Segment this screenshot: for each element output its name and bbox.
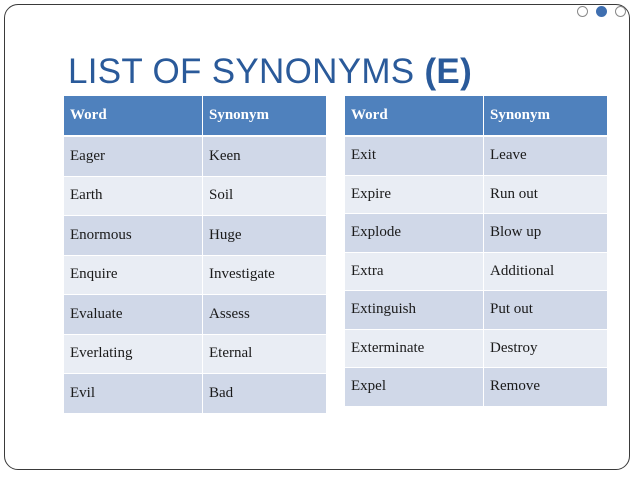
- table-row: [345, 253, 607, 292]
- word-cell: Everlating: [64, 335, 202, 375]
- word-cell: Enormous: [64, 216, 202, 256]
- synonym-cell: Eternal: [202, 335, 326, 375]
- synonym-cell: Put out: [483, 291, 607, 330]
- table-row: [64, 177, 326, 217]
- synonym-cell: Blow up: [483, 214, 607, 253]
- synonym-cell: Additional: [483, 253, 607, 292]
- header-row: [64, 96, 326, 137]
- synonym-cell: Soil: [202, 177, 326, 217]
- word-cell: Earth: [64, 177, 202, 217]
- table-row: [64, 295, 326, 335]
- synonym-cell: Remove: [483, 368, 607, 407]
- word-cell: Eager: [64, 137, 202, 177]
- synonyms-table-left: [64, 96, 326, 414]
- synonym-cell: Keen: [202, 137, 326, 177]
- header-word: Word: [64, 96, 202, 137]
- synonym-cell: Leave: [483, 137, 607, 176]
- table-row: [64, 216, 326, 256]
- synonym-cell: Bad: [202, 374, 326, 414]
- synonym-cell: Investigate: [202, 256, 326, 296]
- synonym-cell: Assess: [202, 295, 326, 335]
- table-row: [345, 330, 607, 369]
- header-row: [345, 96, 607, 137]
- header-synonym: Synonym: [202, 96, 326, 137]
- word-cell: Extra: [345, 253, 483, 292]
- table-row: [64, 374, 326, 414]
- synonyms-table-right: [345, 96, 607, 407]
- table-row: [64, 335, 326, 375]
- title-accent: (E): [424, 52, 473, 91]
- word-cell: Exit: [345, 137, 483, 176]
- dot-filled-icon: [596, 6, 607, 17]
- header-word: Word: [345, 96, 483, 137]
- table-row: [345, 291, 607, 330]
- table-row: [64, 137, 326, 177]
- word-cell: Evaluate: [64, 295, 202, 335]
- word-cell: Explode: [345, 214, 483, 253]
- table-row: [64, 256, 326, 296]
- word-cell: Enquire: [64, 256, 202, 296]
- synonym-cell: Run out: [483, 176, 607, 215]
- table-row: [345, 137, 607, 176]
- word-cell: Expel: [345, 368, 483, 407]
- dot-icon: [615, 6, 626, 17]
- table-row: [345, 214, 607, 253]
- title-main: LIST OF SYNONYMS: [68, 52, 425, 91]
- word-cell: Expire: [345, 176, 483, 215]
- decorative-dots: [577, 6, 626, 17]
- dot-icon: [577, 6, 588, 17]
- word-cell: Evil: [64, 374, 202, 414]
- synonym-cell: Huge: [202, 216, 326, 256]
- slide-title: [68, 52, 472, 92]
- table-row: [345, 368, 607, 407]
- synonym-cell: Destroy: [483, 330, 607, 369]
- word-cell: Extinguish: [345, 291, 483, 330]
- word-cell: Exterminate: [345, 330, 483, 369]
- table-row: [345, 176, 607, 215]
- header-synonym: Synonym: [483, 96, 607, 137]
